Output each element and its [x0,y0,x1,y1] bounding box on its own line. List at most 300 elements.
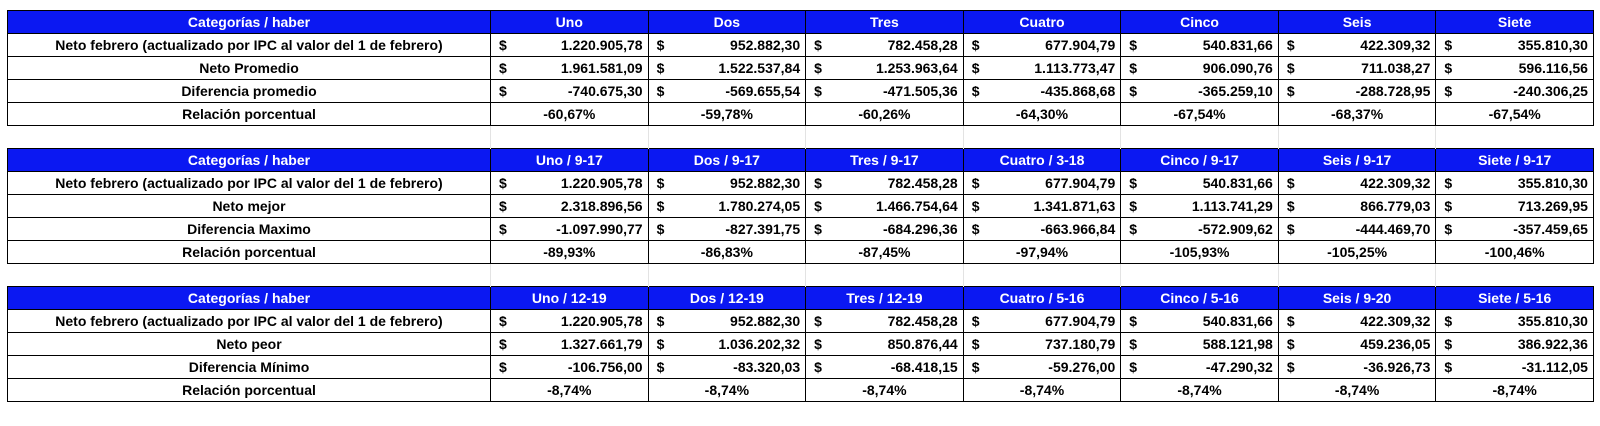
currency-symbol: $ [499,336,507,352]
header-cell-category[interactable]: Categorías / haber [8,287,491,310]
row-label-cell[interactable]: Neto febrero (actualizado por IPC al valor del 1 de febrero) [8,310,491,333]
money-cell[interactable] [648,34,806,57]
header-cell[interactable]: Cuatro / 3-18 [963,149,1121,172]
percent-cell[interactable]: -8,74% [648,379,806,402]
money-cell[interactable] [1278,356,1436,379]
empty-cell[interactable] [1121,264,1279,287]
amount-value: 677.904,79 [1045,175,1116,191]
header-cell[interactable]: Tres / 9-17 [806,149,964,172]
header-cell[interactable]: Siete / 9-17 [1436,149,1594,172]
amount-value: 355.810,30 [1517,313,1588,329]
row-label-cell[interactable]: Relación porcentual [8,241,491,264]
header-cell[interactable]: Siete / 5-16 [1436,287,1594,310]
money-cell-content [964,60,1121,76]
currency-symbol: $ [1286,221,1295,237]
money-cell[interactable] [806,356,964,379]
row-label-cell[interactable]: Diferencia promedio [8,80,491,103]
currency-symbol: $ [1444,359,1453,375]
amount-value: 737.180,79 [1045,336,1116,352]
header-cell[interactable]: Seis / 9-20 [1278,287,1436,310]
money-cell-content [1121,313,1278,329]
header-cell[interactable]: Uno / 12-19 [491,287,649,310]
currency-symbol: $ [1444,175,1453,191]
row-label-cell[interactable]: Diferencia Mínimo [8,356,491,379]
percent-cell[interactable]: -100,46% [1436,241,1594,264]
amount-value: -827.391,75 [725,221,801,237]
currency-symbol: $ [499,198,507,214]
currency-symbol: $ [1444,60,1453,76]
currency-symbol: $ [971,198,980,214]
money-cell[interactable] [806,310,964,333]
money-cell-content [649,175,806,191]
empty-cell[interactable] [806,264,964,287]
empty-cell[interactable] [1436,126,1594,149]
currency-symbol: $ [971,175,980,191]
currency-symbol: $ [1286,313,1295,329]
percent-cell[interactable]: -105,25% [1278,241,1436,264]
money-cell[interactable] [1121,172,1279,195]
spacer-row [8,126,1594,149]
percent-cell[interactable]: -105,93% [1121,241,1279,264]
currency-symbol: $ [656,83,665,99]
currency-symbol: $ [499,221,507,237]
money-cell[interactable] [491,310,649,333]
table-row [8,195,1594,218]
money-cell[interactable] [648,57,806,80]
amount-value: -1.097.990,77 [556,221,643,237]
amount-value: -684.296,36 [882,221,958,237]
spacer-row [8,264,1594,287]
currency-symbol: $ [1286,336,1295,352]
currency-symbol: $ [1444,221,1453,237]
amount-value: 1.522.537,84 [718,60,801,76]
currency-symbol: $ [814,60,822,76]
percent-cell[interactable]: -8,74% [1278,379,1436,402]
amount-value: -240.306,25 [1513,83,1588,99]
row-label-cell[interactable]: Neto mejor [8,195,491,218]
amount-value: -31.112,05 [1521,359,1588,375]
money-cell[interactable] [648,218,806,241]
currency-symbol: $ [1444,37,1453,53]
currency-symbol: $ [1286,37,1295,53]
amount-value: 1.220.905,78 [560,313,643,329]
amount-value: 1.466.754,64 [875,198,958,214]
currency-symbol: $ [1129,221,1138,237]
header-cell[interactable]: Cuatro [963,11,1121,34]
currency-symbol: $ [971,83,980,99]
money-cell-content [806,60,963,76]
amount-value: -357.459,65 [1513,221,1588,237]
currency-symbol: $ [1286,359,1295,375]
currency-symbol: $ [656,359,665,375]
amount-value: 2.318.896,56 [560,198,643,214]
empty-cell[interactable] [806,126,964,149]
header-cell[interactable]: Cinco / 9-17 [1121,149,1279,172]
money-cell[interactable] [963,218,1121,241]
money-cell-content [1279,313,1436,329]
row-label-cell[interactable]: Relación porcentual [8,103,491,126]
header-cell[interactable]: Seis / 9-17 [1278,149,1436,172]
row-label-cell[interactable]: Neto Promedio [8,57,491,80]
amount-value: -572.909,62 [1198,221,1273,237]
money-cell-content [1436,37,1593,53]
empty-cell[interactable] [1436,264,1594,287]
money-cell[interactable] [806,57,964,80]
amount-value: 1.036.202,32 [718,336,801,352]
empty-cell[interactable] [491,126,649,149]
money-cell[interactable] [491,80,649,103]
currency-symbol: $ [1286,175,1295,191]
amount-value: 459.236,05 [1360,336,1431,352]
header-cell[interactable]: Cinco [1121,11,1279,34]
row-label-cell[interactable]: Relación porcentual [8,379,491,402]
amount-value: 596.116,56 [1518,60,1588,76]
money-cell[interactable] [1121,356,1279,379]
amount-value: -47.290,32 [1205,359,1273,375]
money-cell-content [1279,60,1436,76]
percent-cell[interactable]: -67,54% [1121,103,1279,126]
amount-value: 711.038,27 [1361,60,1431,76]
currency-symbol: $ [1286,198,1295,214]
money-cell[interactable] [1436,172,1594,195]
amount-value: 1.780.274,05 [718,198,801,214]
money-cell[interactable] [1436,57,1594,80]
currency-symbol: $ [814,221,822,237]
money-cell[interactable] [1121,310,1279,333]
money-cell-content [964,336,1121,352]
money-cell[interactable] [1278,310,1436,333]
header-cell-category[interactable]: Categorías / haber [8,11,491,34]
header-cell[interactable]: Seis [1278,11,1436,34]
money-cell[interactable] [648,80,806,103]
header-cell-category[interactable]: Categorías / haber [8,149,491,172]
amount-value: 1.113.773,47 [1034,60,1116,76]
money-cell-content [1121,221,1278,237]
row-label-cell[interactable]: Diferencia Maximo [8,218,491,241]
money-cell[interactable] [806,195,964,218]
currency-symbol: $ [656,60,665,76]
currency-symbol: $ [499,313,507,329]
currency-symbol: $ [499,60,507,76]
money-cell[interactable] [963,333,1121,356]
money-cell-content [1279,336,1436,352]
money-cell-content [491,359,648,375]
currency-symbol: $ [1286,60,1295,76]
money-cell-content [649,359,806,375]
table-row [8,34,1594,57]
header-cell[interactable]: Tres / 12-19 [806,287,964,310]
currency-symbol: $ [656,175,665,191]
currency-symbol: $ [971,221,980,237]
money-cell-content [649,313,806,329]
header-cell[interactable]: Dos [648,11,806,34]
money-cell-content [491,60,648,76]
percent-cell[interactable]: -8,74% [1121,379,1279,402]
percent-cell[interactable]: -8,74% [806,379,964,402]
money-cell[interactable] [1278,218,1436,241]
money-cell[interactable] [963,356,1121,379]
money-cell-content [964,313,1121,329]
currency-symbol: $ [971,336,980,352]
currency-symbol: $ [1129,336,1138,352]
table-row [8,310,1594,333]
money-cell[interactable] [648,333,806,356]
empty-cell[interactable] [1278,264,1436,287]
empty-cell[interactable] [963,264,1121,287]
money-cell-content [1121,175,1278,191]
money-cell-content [1436,175,1593,191]
money-cell[interactable] [963,34,1121,57]
amount-value: 355.810,30 [1517,175,1588,191]
amount-value: 1.220.905,78 [560,175,643,191]
money-cell-content [1121,336,1278,352]
amount-value: -365.259,10 [1198,83,1273,99]
money-cell-content [649,221,806,237]
money-cell-content [1279,175,1436,191]
empty-cell[interactable] [491,264,649,287]
amount-value: 386.922,36 [1517,336,1588,352]
currency-symbol: $ [814,359,822,375]
amount-value: -471.505,36 [882,83,958,99]
money-cell[interactable] [1436,218,1594,241]
money-cell[interactable] [491,356,649,379]
percent-cell[interactable]: -89,93% [491,241,649,264]
money-cell[interactable] [806,333,964,356]
amount-value: 1.113.741,29 [1191,198,1273,214]
amount-value: -663.966,84 [1040,221,1116,237]
money-cell-content [491,198,648,214]
money-cell[interactable] [491,172,649,195]
money-cell-content [1121,359,1278,375]
money-cell-content [491,37,648,53]
money-cell[interactable] [491,333,649,356]
money-cell[interactable] [491,195,649,218]
header-cell[interactable]: Siete [1436,11,1594,34]
table-row [8,57,1594,80]
currency-symbol: $ [499,83,507,99]
money-cell-content [491,313,648,329]
money-cell[interactable] [648,310,806,333]
amount-value: -83.320,03 [733,359,801,375]
money-cell-content [649,37,806,53]
money-cell[interactable] [1278,172,1436,195]
money-cell-content [964,175,1121,191]
money-cell[interactable] [1278,34,1436,57]
percent-cell[interactable]: -68,37% [1278,103,1436,126]
money-cell[interactable] [1436,80,1594,103]
currency-symbol: $ [656,198,665,214]
percent-cell[interactable]: -8,74% [963,379,1121,402]
amount-value: 782.458,28 [887,313,958,329]
percent-cell[interactable]: -64,30% [963,103,1121,126]
money-cell[interactable] [963,195,1121,218]
currency-symbol: $ [1444,198,1453,214]
percent-cell[interactable]: -8,74% [1436,379,1594,402]
money-cell[interactable] [1121,218,1279,241]
money-cell[interactable] [491,218,649,241]
amount-value: 355.810,30 [1517,37,1588,53]
percent-cell[interactable]: -67,54% [1436,103,1594,126]
percent-cell[interactable]: -59,78% [648,103,806,126]
table-row [8,103,1594,126]
header-cell[interactable]: Uno [491,11,649,34]
money-cell-content [1436,83,1593,99]
empty-cell[interactable] [648,264,806,287]
header-cell[interactable]: Uno / 9-17 [491,149,649,172]
currency-symbol: $ [971,359,980,375]
money-cell-content [1436,60,1593,76]
table-row [8,356,1594,379]
amount-value: 713.269,95 [1517,198,1588,214]
amount-value: 1.341.871,63 [1033,198,1116,214]
currency-symbol: $ [971,37,980,53]
currency-symbol: $ [1444,83,1453,99]
money-cell[interactable] [806,34,964,57]
money-cell-content [806,175,963,191]
currency-symbol: $ [656,221,665,237]
money-cell-content [649,60,806,76]
amount-value: 782.458,28 [887,175,958,191]
table-row [8,80,1594,103]
money-cell[interactable] [963,80,1121,103]
percent-cell[interactable]: -60,26% [806,103,964,126]
money-cell[interactable] [1121,34,1279,57]
money-cell-content [806,37,963,53]
amount-value: 782.458,28 [887,37,958,53]
money-cell[interactable] [1278,80,1436,103]
money-cell-content [964,221,1121,237]
amount-value: -36.926,73 [1363,359,1431,375]
money-cell-content [1436,359,1593,375]
money-cell-content [1279,359,1436,375]
money-cell-content [1121,37,1278,53]
money-cell[interactable] [491,57,649,80]
empty-cell[interactable] [1121,126,1279,149]
money-cell-content [806,83,963,99]
money-cell[interactable] [1278,333,1436,356]
currency-symbol: $ [814,198,822,214]
money-cell[interactable] [1436,34,1594,57]
currency-symbol: $ [499,175,507,191]
money-cell[interactable] [806,172,964,195]
money-cell[interactable] [1436,310,1594,333]
header-cell[interactable]: Dos / 12-19 [648,287,806,310]
amount-value: 422.309,32 [1360,175,1431,191]
header-cell[interactable]: Dos / 9-17 [648,149,806,172]
header-cell[interactable]: Tres [806,11,964,34]
money-cell-content [491,336,648,352]
money-cell[interactable] [1436,195,1594,218]
money-cell[interactable] [1436,356,1594,379]
money-cell[interactable] [648,172,806,195]
header-row [8,149,1594,172]
amount-value: 952.882,30 [730,175,801,191]
money-cell-content [1279,221,1436,237]
empty-cell[interactable] [1278,126,1436,149]
money-cell[interactable] [1121,195,1279,218]
money-cell[interactable] [1436,333,1594,356]
amount-value: 1.961.581,09 [560,60,643,76]
money-cell[interactable] [1121,57,1279,80]
money-cell-content [491,83,648,99]
header-cell[interactable]: Cuatro / 5-16 [963,287,1121,310]
empty-cell[interactable] [8,126,491,149]
money-cell[interactable] [963,57,1121,80]
percent-cell[interactable]: -8,74% [491,379,649,402]
currency-symbol: $ [1129,359,1138,375]
percent-cell[interactable]: -60,67% [491,103,649,126]
header-row [8,11,1594,34]
currency-symbol: $ [1129,198,1138,214]
currency-symbol: $ [1286,83,1295,99]
header-cell[interactable]: Cinco / 5-16 [1121,287,1279,310]
money-cell[interactable] [806,218,964,241]
money-cell-content [964,359,1121,375]
table-row [8,172,1594,195]
amount-value: 866.779,03 [1360,198,1431,214]
currency-symbol: $ [971,60,980,76]
amount-value: 906.090,76 [1202,60,1273,76]
row-label-cell[interactable]: Neto febrero (actualizado por IPC al valor del 1 de febrero) [8,34,491,57]
money-cell-content [491,221,648,237]
empty-cell[interactable] [963,126,1121,149]
spreadsheet [7,10,1593,402]
row-label-cell[interactable]: Neto febrero (actualizado por IPC al valor del 1 de febrero) [8,172,491,195]
currency-symbol: $ [814,313,822,329]
money-cell[interactable] [648,356,806,379]
amount-value: 1.220.905,78 [560,37,643,53]
money-cell-content [806,359,963,375]
money-cell-content [964,198,1121,214]
currency-symbol: $ [499,359,507,375]
percent-cell[interactable]: -97,94% [963,241,1121,264]
money-cell-content [1121,83,1278,99]
money-cell-content [1279,37,1436,53]
money-cell[interactable] [963,310,1121,333]
amount-value: 540.831,66 [1202,175,1273,191]
row-label-cell[interactable]: Neto peor [8,333,491,356]
percent-cell[interactable]: -86,83% [648,241,806,264]
currency-symbol: $ [971,313,980,329]
money-cell-content [1436,313,1593,329]
amount-value: -569.655,54 [725,83,801,99]
money-cell[interactable] [1121,80,1279,103]
money-cell[interactable] [1278,57,1436,80]
amount-value: 677.904,79 [1045,37,1116,53]
money-cell-content [806,221,963,237]
money-cell[interactable] [963,172,1121,195]
money-cell[interactable] [491,34,649,57]
money-cell[interactable] [1278,195,1436,218]
currency-symbol: $ [499,37,507,53]
empty-cell[interactable] [648,126,806,149]
money-cell-content [806,313,963,329]
percent-cell[interactable]: -87,45% [806,241,964,264]
comparison-grid [7,10,1594,402]
currency-symbol: $ [1129,83,1138,99]
money-cell[interactable] [648,195,806,218]
empty-cell[interactable] [8,264,491,287]
money-cell[interactable] [1121,333,1279,356]
currency-symbol: $ [1129,37,1138,53]
amount-value: 1.253.963,64 [875,60,958,76]
amount-value: 952.882,30 [730,37,801,53]
money-cell-content [649,198,806,214]
currency-symbol: $ [814,336,822,352]
money-cell[interactable] [806,80,964,103]
amount-value: 952.882,30 [730,313,801,329]
money-cell-content [1279,83,1436,99]
